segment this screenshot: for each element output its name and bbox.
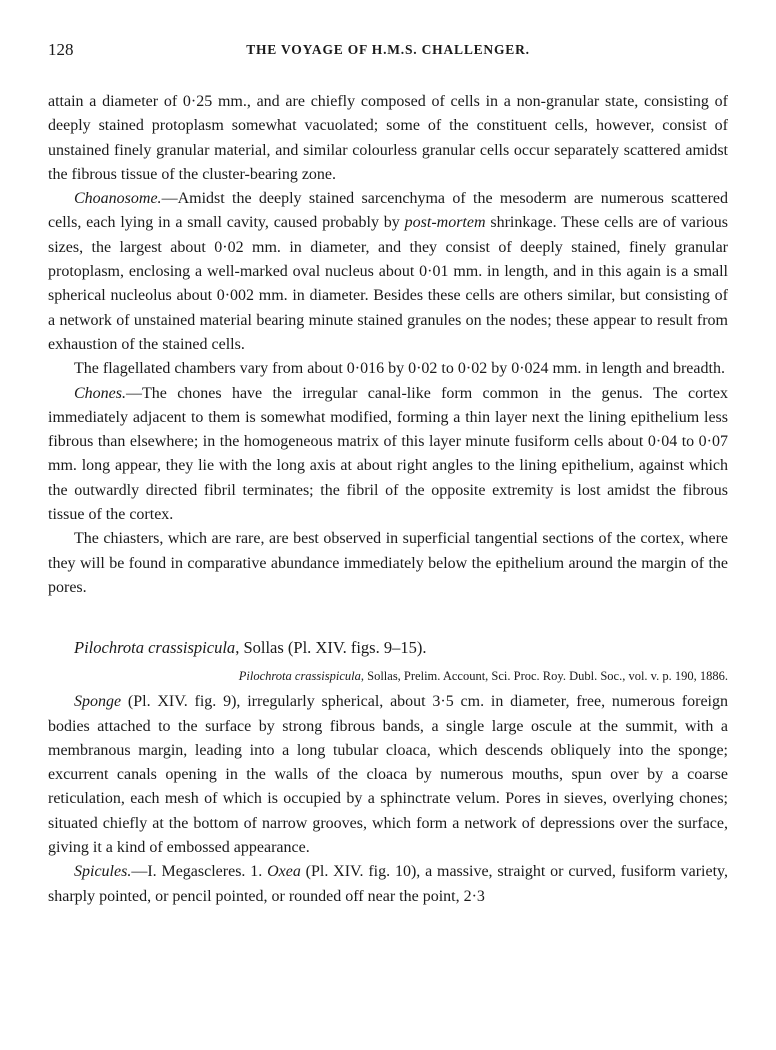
heading-chones: Chones.	[74, 384, 126, 402]
running-title: THE VOYAGE OF H.M.S. CHALLENGER.	[246, 42, 530, 57]
choanosome-text-b: shrinkage. These cells are of various sizes, the largest about 0·02 mm. in diameter, and they consist of deeply stained, finely granular protoplasm, enclosing a well-marked oval nucleus about 0·01 mm. in length, and in this again is a small spherical nucleolus about 0·002 mm. in diameter. Besides these cells are others similar, but consisting of a network of unstained material bearing minute stained granules on the nodes; these appear to result from exhaustion of the stained cells.	[48, 214, 728, 353]
citation-text: , Sollas, Prelim. Account, Sci. Proc. Roy. Dubl. Soc., vol. v. p. 190, 1886.	[360, 669, 728, 684]
species-name: Pilochrota crassispicula	[74, 638, 236, 658]
book-page	[48, 40, 728, 909]
heading-spicules: Spicules.	[74, 863, 132, 881]
species-heading	[48, 636, 728, 660]
paragraph-sponge	[48, 690, 728, 860]
heading-choanosome: Choanosome.	[74, 190, 162, 208]
paragraph-cells: attain a diameter of 0·25 mm., and are chiefly composed of cells in a non-granular state, consisting of deeply stained protoplasm somewhat vacuolated; some of the constituent cells, however, consist of unstained finely granular material, and similar colourless granular cells occur separately scattered amidst the fibrous tissue of the cluster-bearing zone.	[48, 93, 728, 183]
species-author: , Sollas (Pl. XIV. figs. 9–15).	[235, 638, 427, 658]
choanosome-text-a: —Amidst the deeply stained sarcenchyma of the mesoderm are numerous scattered cells, each lying in a small cavity, caused probably by	[48, 190, 728, 232]
species-citation	[48, 666, 728, 686]
spicules-text-b: (Pl. XIV. fig. 10), a massive, straight or curved, fusiform variety, sharply pointed, or pencil pointed, or rounded off near the point, 2·3	[48, 863, 728, 905]
sponge-text: (Pl. XIV. fig. 9), irregularly spherical, about 3·5 cm. in diameter, free, numerous foreign bodies attached to the surface by strong fibrous bands, a single large oscule at the summit, with a membranous margin, leading into a long tubular cloaca, which descends obliquely into the sponge; excurrent canals opening in the walls of the cloaca by numerous mouths, spun over by a coarse reticulation, each mesh of which is occupied by a sphinctrate velum. Pores in sieves, overlying chones; situated chiefly at the bottom of narrow grooves, which form a network of depressions over the surface, giving it a kind of embossed appearance.	[48, 693, 728, 857]
spicules-italic: Oxea	[267, 863, 301, 881]
choanosome-italic: post-mortem	[404, 214, 486, 232]
page-number: 128	[48, 40, 74, 59]
heading-sponge: Sponge	[74, 693, 122, 711]
paragraph-chiasters: The chiasters, which are rare, are best observed in superficial tangential sections of the cortex, where they will be found in comparative abundance immediately below the epithelium around the margin of the pores.	[48, 530, 728, 596]
paragraph-spicules	[48, 860, 728, 909]
paragraph-choanosome	[48, 187, 728, 357]
paragraph-flagellated-chambers: The flagellated chambers vary from about 0·016 by 0·02 to 0·02 by 0·024 mm. in length and breadth.	[74, 360, 725, 378]
paragraph-chones	[48, 382, 728, 528]
citation-name: Pilochrota crassispicula	[238, 669, 361, 684]
running-head	[48, 40, 728, 66]
chones-text: —The chones have the irregular canal-like form common in the genus. The cortex immediately adjacent to them is somewhat modified, forming a thin layer next the lining epithelium less fibrous than elsewhere; in the homogeneous matrix of this layer minute fusiform cells about 0·04 to 0·07 mm. long appear, they lie with the long axis at about right angles to the lining epithelium, against which the outwardly directed fibril terminates; the fibril of the opposite extremity is lost amidst the fibrous tissue of the cortex.	[48, 384, 728, 524]
spicules-text-a: —I. Megascleres. 1.	[131, 863, 268, 881]
